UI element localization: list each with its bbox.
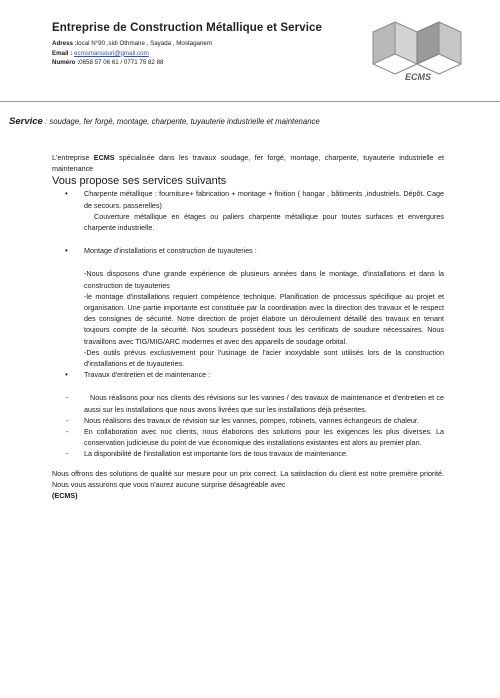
intro-text-before: L'entreprise <box>52 153 94 162</box>
ecms-logo <box>355 18 477 88</box>
bullet-icon: • <box>65 246 68 256</box>
intro-ecms: ECMS <box>93 153 115 162</box>
email-link[interactable]: ecmsmansouri@gmail.com <box>74 49 149 57</box>
intro-paragraph <box>52 152 444 174</box>
phone-value: 0658 57 06 61 / 0771 75 82 88 <box>79 59 164 67</box>
bullet-icon: • <box>65 189 68 199</box>
entretien-list-item <box>52 426 444 448</box>
closing-paragraph <box>52 468 444 502</box>
montage-paragraph-1: -Nous disposons d'une grande expérience de plusieurs années dans le montage, d'installations et dans la construction de tuyauteries <box>84 269 444 290</box>
dash-marker: - <box>66 393 69 403</box>
entretien-item-text: La disponibilité de l'installation est importante lors de tous travaux de maintenance. <box>84 449 348 459</box>
entretien-list-item <box>52 448 444 459</box>
closing-text: Nous offrons des solutions de qualité sur mesure pour un prix correct. La satisfaction du client est notre première priorité. Nous vous assurons que vous n'aurez aucune surprise désagréable avec <box>52 468 444 489</box>
montage-item <box>52 245 444 256</box>
service-text: : soudage, fer forgé, montage, charpente, tuyauterie industrielle et maintenance <box>42 117 320 126</box>
intro-text-after: spécialisée dans les travaux soudage, fer forgé, montage, charpente, tuyauterie industrielle et maintenance <box>52 153 444 174</box>
dash-marker: - <box>66 427 69 437</box>
logo-text: ECMS <box>405 72 432 82</box>
entretien-item-text: En collaboration avec noc clients, nous élaborons des solutions pour les exigences les plus diverses. La conservation judicieuse du point de vue économique des installations existantes est alors au premier plan. <box>84 427 444 448</box>
address-label: Adress : <box>52 40 77 47</box>
entretien-item <box>52 369 444 380</box>
service-line <box>9 116 489 127</box>
entretien-title: Travaux d'entretien et de maintenance : <box>84 370 211 380</box>
document-body <box>52 152 444 501</box>
dash-marker: - <box>66 449 69 459</box>
bullet-icon: • <box>65 370 68 380</box>
entretien-item-text: Nous réalisons des travaux de révision sur les vannes, pompes, robinets, vannes échangeurs de chaleur. <box>84 415 419 425</box>
phone-label: Numéro : <box>52 59 80 67</box>
charpente-item <box>52 188 444 210</box>
entretien-list-item <box>52 392 444 414</box>
entretien-list-item <box>52 415 444 426</box>
header-divider <box>0 101 500 102</box>
email-label: Email : <box>52 49 73 57</box>
montage-paragraph-3: -Des outils prévus exclusivement pour l'usinage de l'acier inoxydable sont utilisés lors de la construction d'installations et de tuyauteries. <box>84 347 444 369</box>
dash-marker: - <box>66 415 69 425</box>
intro-title: Vous propose ses services suivants <box>52 175 227 188</box>
closing-ecms: (ECMS) <box>52 491 78 501</box>
entretien-item-text: Nous réalisons pour nos clients des révisions sur les vannes / des travaux de maintenance et d'entretien et ce aussi sur les installations que nous avons livrées que sur les installations déjà présentes. <box>84 393 444 414</box>
montage-title: Montage d'installations et construction de tuyauteries : <box>84 246 257 256</box>
service-label: Service <box>9 116 43 127</box>
charpente-text: Charpente métallique : fourniture+ fabrication + montage + finition ( hangar , bâtiments ,industriels. Dépôt. Cage de secours. passerelles) <box>84 189 444 210</box>
address-value: local N°90 ,sidi Othmane , Sayada , Mostaganem <box>76 40 212 47</box>
company-name: Entreprise de Construction Métallique et Service <box>52 22 323 34</box>
montage-paragraph-2: -le montage d'installations requiert compétence technique. Planification de processus spécifique au projet et organisation. Une partie importante est constituée par la coordination avec la direction des travaux et le respect des consignes de sécurité. Notre direction de projet élabore un déroulement détaillé des travaux en tenant toujours compte de la sécurité. Nos soudeurs possèdent tous les certificats de soudure nécessaires. Nous travaillons avec TIG/MIG/ARC modernes et avec des appareils de soudage orbital. <box>84 291 444 346</box>
couverture-text: Couverture métallique en étages ou paliers charpente métallique pour toutes surfaces et envergures charpente industrielle. <box>84 211 444 233</box>
